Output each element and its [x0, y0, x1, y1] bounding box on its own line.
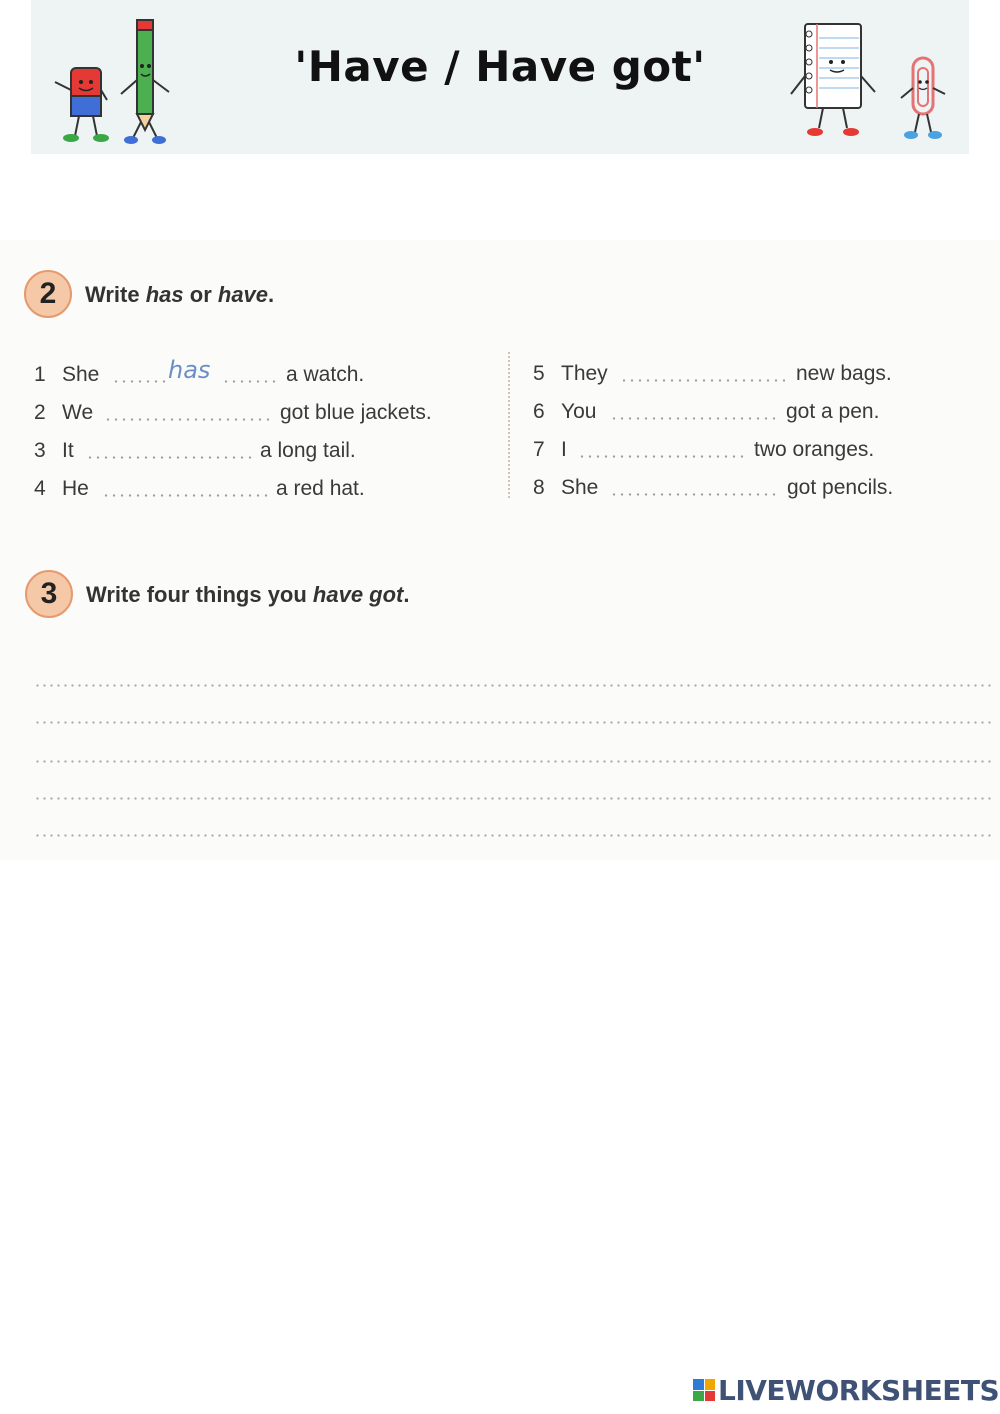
- exercise-3-title: [86, 582, 410, 608]
- list-item: [533, 400, 596, 424]
- item-rest: two oranges.: [754, 438, 875, 461]
- writing-line-3[interactable]: [34, 760, 994, 763]
- item-number: 5: [533, 362, 545, 385]
- answer-field-8[interactable]: [610, 493, 780, 496]
- exercise-3-title-prefix: Write four things you: [86, 582, 313, 607]
- item-subject: I: [561, 438, 567, 461]
- answer-field-7[interactable]: [578, 455, 748, 458]
- list-item: [533, 476, 598, 500]
- exercise-2-title-have: have: [217, 282, 269, 307]
- item-subject: You: [561, 400, 597, 423]
- worksheet-scan: [0, 240, 1000, 860]
- item-subject: He: [62, 477, 89, 500]
- answer-field-5[interactable]: [620, 379, 790, 382]
- list-item: [34, 401, 93, 425]
- item-rest: a red hat.: [276, 477, 365, 500]
- item-number: 2: [34, 401, 46, 424]
- answer-field-1[interactable]: has: [168, 356, 211, 384]
- page-title: 'Have / Have got': [294, 42, 706, 91]
- answer-field-4[interactable]: [102, 494, 270, 497]
- item-subject: They: [561, 362, 608, 385]
- item-number: 1: [34, 363, 46, 386]
- list-item: [533, 438, 567, 462]
- item-rest: got a pen.: [786, 400, 880, 423]
- item-rest: a watch.: [286, 363, 365, 386]
- list-item: [34, 363, 99, 387]
- paperclip-character-icon: [897, 54, 949, 144]
- notebook-character-icon: [783, 20, 883, 142]
- item-number: 7: [533, 438, 545, 461]
- item-rest: got blue jackets.: [280, 401, 432, 424]
- logo-text: LIVEWORKSHEETS: [718, 1373, 1000, 1407]
- item-rest: got pencils.: [787, 476, 894, 499]
- liveworksheets-logo[interactable]: [693, 1374, 999, 1406]
- exercise-2-title-has: has: [145, 282, 184, 307]
- answer-blank-1b: [222, 380, 280, 383]
- exercise-2-title: [85, 282, 274, 308]
- answer-field-3[interactable]: [86, 456, 254, 459]
- exercise-3-title-em: have got: [312, 582, 404, 607]
- item-subject: It: [62, 439, 74, 462]
- list-item: [533, 362, 608, 386]
- list-item: [34, 439, 74, 463]
- exercise-3-number: 3: [25, 570, 73, 618]
- item-subject: She: [62, 363, 100, 386]
- writing-line-2[interactable]: [34, 721, 994, 724]
- writing-line-1[interactable]: [34, 684, 994, 687]
- item-rest: a long tail.: [260, 439, 356, 462]
- answer-field-6[interactable]: [610, 417, 780, 420]
- header-banner: [31, 0, 969, 154]
- list-item: [34, 477, 89, 501]
- exercise-2-title-prefix: Write: [85, 282, 146, 307]
- item-subject: We: [62, 401, 94, 424]
- column-divider: [508, 352, 510, 498]
- item-subject: She: [561, 476, 599, 499]
- item-rest: new bags.: [796, 362, 892, 385]
- item-number: 4: [34, 477, 46, 500]
- writing-line-5[interactable]: [34, 834, 994, 837]
- exercise-2-title-end: .: [268, 282, 275, 307]
- writing-line-4[interactable]: [34, 797, 994, 800]
- answer-blank-1a: [112, 380, 168, 383]
- answer-field-2[interactable]: [104, 418, 272, 421]
- item-number: 8: [533, 476, 545, 499]
- exercise-3-title-end: .: [403, 582, 410, 607]
- logo-grid-icon: [693, 1379, 715, 1401]
- exercise-2-title-or: or: [183, 282, 218, 307]
- exercise-2-number: 2: [24, 270, 72, 318]
- item-number: 3: [34, 439, 46, 462]
- item-number: 6: [533, 400, 545, 423]
